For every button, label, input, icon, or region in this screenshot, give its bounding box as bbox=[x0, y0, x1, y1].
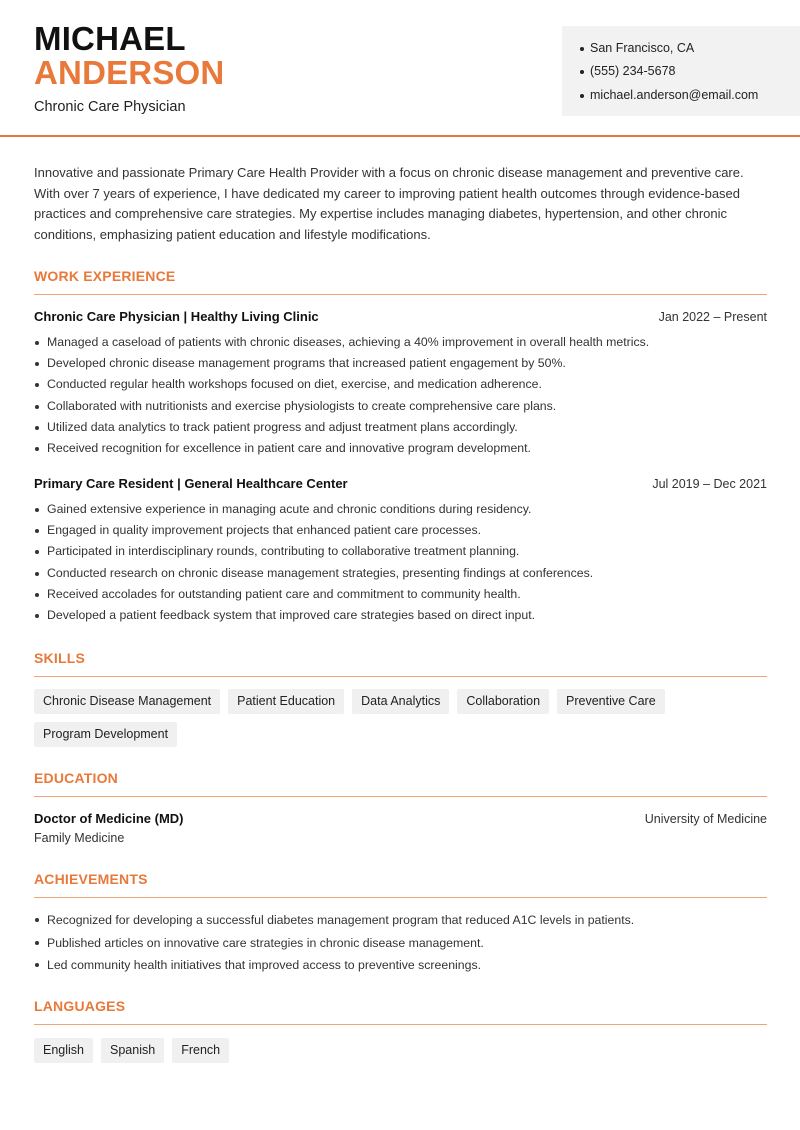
contact-email: michael.anderson@email.com bbox=[580, 84, 800, 107]
list-item: Received accolades for outstanding patient care and commitment to community health. bbox=[34, 584, 767, 605]
list-item: Published articles on innovative care strategies in chronic disease management. bbox=[34, 932, 767, 955]
job-bullets bbox=[34, 499, 767, 626]
list-item: Led community health initiatives that improved access to preventive screenings. bbox=[34, 954, 767, 977]
skill-chip: Collaboration bbox=[457, 689, 549, 714]
languages-list bbox=[34, 1038, 767, 1063]
list-item: Utilized data analytics to track patient progress and adjust treatment plans accordingly. bbox=[34, 417, 767, 438]
last-name: ANDERSON bbox=[34, 54, 225, 91]
first-name: MICHAEL bbox=[34, 20, 186, 57]
skills-list bbox=[34, 689, 767, 747]
list-item: Developed chronic disease management programs that increased patient engagement by 50%. bbox=[34, 353, 767, 374]
job-title: Chronic Care Physician | Healthy Living Clinic bbox=[34, 309, 319, 324]
job-title: Primary Care Resident | General Healthcare Center bbox=[34, 476, 348, 491]
list-item: Recognized for developing a successful diabetes management program that reduced A1C levels in patients. bbox=[34, 909, 767, 932]
job-date: Jan 2022 – Present bbox=[658, 310, 767, 324]
skill-chip: Patient Education bbox=[228, 689, 344, 714]
section-title-achievements: ACHIEVEMENTS bbox=[34, 871, 767, 898]
candidate-name bbox=[34, 22, 224, 90]
achievements-list bbox=[34, 909, 767, 977]
job-header bbox=[34, 309, 767, 324]
section-title-work: WORK EXPERIENCE bbox=[34, 268, 767, 295]
language-chip: French bbox=[172, 1038, 229, 1063]
summary-paragraph: Innovative and passionate Primary Care Health Provider with a focus on chronic disease management and preventive care. With over 7 years of experience, I have dedicated my career to improving patient health outcomes through evidence-based practices and comprehensive care strategies. My expertise includes managing diabetes, hypertension, and other chronic conditions, emphasizing patient education and lifestyle modifications. bbox=[34, 165, 744, 242]
job-date: Jul 2019 – Dec 2021 bbox=[652, 477, 767, 491]
skill-chip: Program Development bbox=[34, 722, 177, 747]
list-item: Conducted regular health workshops focused on diet, exercise, and medication adherence. bbox=[34, 374, 767, 395]
list-item: Developed a patient feedback system that improved care strategies based on direct input. bbox=[34, 605, 767, 626]
language-chip: English bbox=[34, 1038, 93, 1063]
list-item: Managed a caseload of patients with chronic diseases, achieving a 40% improvement in overall health metrics. bbox=[34, 332, 767, 353]
list-item: Received recognition for excellence in patient care and innovative program development. bbox=[34, 438, 767, 459]
list-item: Collaborated with nutritionists and exercise physiologists to create comprehensive care plans. bbox=[34, 396, 767, 417]
skill-chip: Data Analytics bbox=[352, 689, 449, 714]
education-header bbox=[34, 811, 767, 826]
section-title-languages: LANGUAGES bbox=[34, 998, 767, 1025]
skill-chip: Chronic Disease Management bbox=[34, 689, 220, 714]
education-school: University of Medicine bbox=[644, 812, 767, 826]
section-title-skills: SKILLS bbox=[34, 650, 767, 677]
list-item: Conducted research on chronic disease management strategies, presenting findings at conferences. bbox=[34, 563, 767, 584]
education-field: Family Medicine bbox=[34, 831, 125, 845]
contact-phone: (555) 234-5678 bbox=[580, 60, 800, 83]
language-chip: Spanish bbox=[101, 1038, 164, 1063]
list-item: Engaged in quality improvement projects that enhanced patient care processes. bbox=[34, 520, 767, 541]
list-item: Participated in interdisciplinary rounds, contributing to collaborative treatment planning. bbox=[34, 541, 767, 562]
section-title-education: EDUCATION bbox=[34, 770, 767, 797]
contact-location: San Francisco, CA bbox=[580, 37, 800, 60]
contact-box bbox=[562, 26, 800, 116]
list-item: Gained extensive experience in managing acute and chronic conditions during residency. bbox=[34, 499, 767, 520]
job-header bbox=[34, 476, 767, 491]
education-degree: Doctor of Medicine (MD) bbox=[34, 811, 184, 826]
resume-header bbox=[0, 0, 800, 137]
skill-chip: Preventive Care bbox=[557, 689, 665, 714]
job-bullets bbox=[34, 332, 767, 459]
job-title-heading: Chronic Care Physician bbox=[34, 99, 186, 115]
